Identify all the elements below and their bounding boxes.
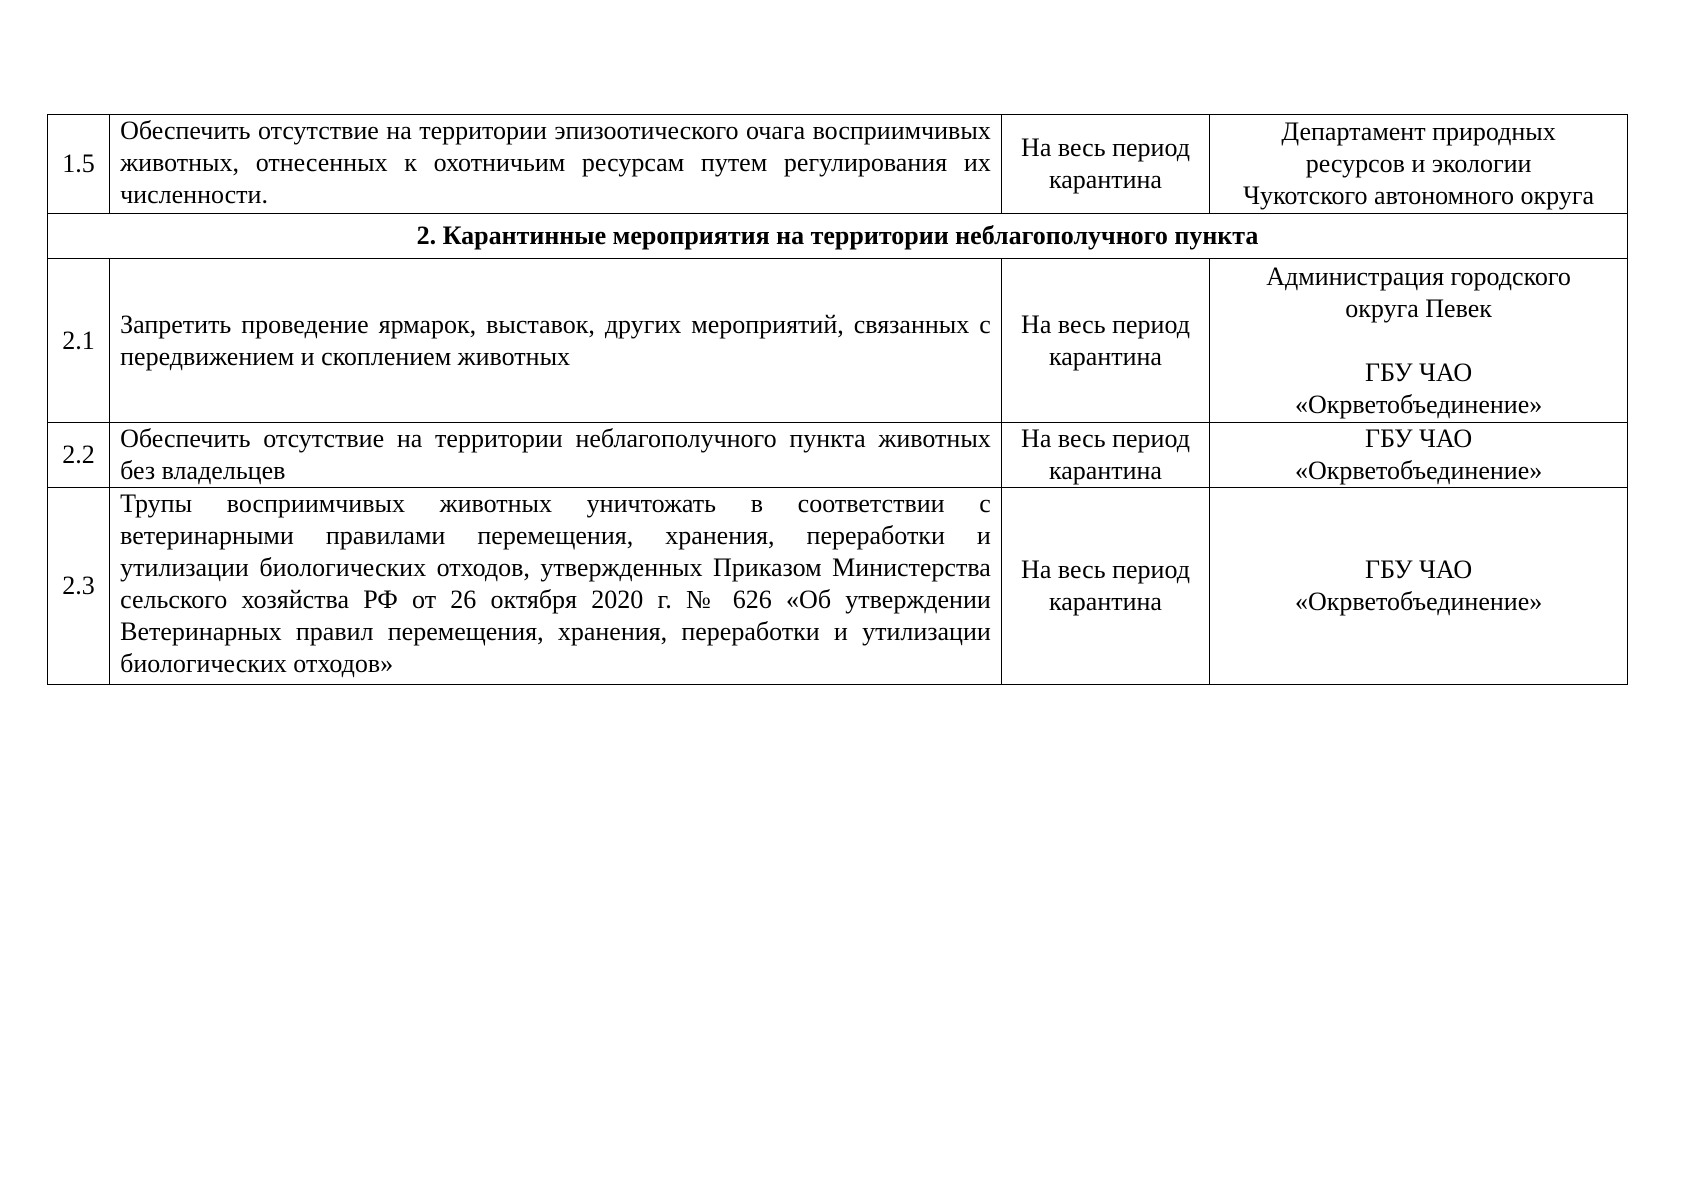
responsible-cell <box>1210 488 1628 685</box>
responsible-line: ГБУ ЧАО <box>1365 357 1473 387</box>
term-cell <box>1001 488 1209 685</box>
responsible-line: «Окрветобъединение» <box>1294 389 1543 419</box>
term-cell <box>1001 115 1209 214</box>
table-row <box>48 423 1628 488</box>
term-line: На весь период <box>1021 555 1190 584</box>
row-number: 2.3 <box>48 488 110 685</box>
responsible-spacer <box>1214 325 1623 357</box>
table-row <box>48 259 1628 423</box>
responsible-cell <box>1210 259 1628 423</box>
responsible-line: Администрация городского <box>1266 261 1571 291</box>
row-number: 2.1 <box>48 259 110 423</box>
measures-table <box>47 114 1628 685</box>
measure-text: Обеспечить отсутствие на территории эпизоотического очага восприимчивых животных, отнесенных к охотничьим ресурсам путем регулирования их численности. <box>110 115 1002 214</box>
measure-text: Трупы восприимчивых животных уничтожать в соответствии с ветеринарными правилами перемещения, хранения, переработки и утилизации биологических отходов, утвержденных Приказом Министерства сельского хозяйства РФ от 26 октября 2020 г. № 626 «Об утверждении Ветеринарных правил перемещения, хранения, переработки и утилизации биологических отходов» <box>110 488 1002 685</box>
measure-text: Обеспечить отсутствие на территории неблагополучного пункта животных без владельцев <box>110 423 1002 488</box>
responsible-line: ГБУ ЧАО <box>1365 555 1473 584</box>
term-line: На весь период <box>1021 424 1190 453</box>
term-line: карантина <box>1049 456 1162 485</box>
responsible-line: округа Певек <box>1345 293 1492 323</box>
responsible-line: Чукотского автономного округа <box>1243 181 1595 210</box>
table-row <box>48 488 1628 685</box>
responsible-line: ГБУ ЧАО <box>1365 424 1473 453</box>
section-title: 2. Карантинные мероприятия на территории неблагополучного пункта <box>48 214 1628 259</box>
table-row <box>48 115 1628 214</box>
responsible-line: «Окрветобъединение» <box>1294 456 1543 485</box>
responsible-line: «Окрветобъединение» <box>1294 587 1543 616</box>
responsible-line: ресурсов и экологии <box>1305 149 1532 178</box>
measure-text: Запретить проведение ярмарок, выставок, других мероприятий, связанных с передвижением и скоплением животных <box>110 259 1002 423</box>
row-number: 1.5 <box>48 115 110 214</box>
row-number: 2.2 <box>48 423 110 488</box>
section-heading-row <box>48 214 1628 259</box>
responsible-line: Департамент природных <box>1281 117 1556 146</box>
term-line: карантина <box>1049 587 1162 616</box>
term-line: карантина <box>1049 341 1162 371</box>
term-cell <box>1001 259 1209 423</box>
term-line: карантина <box>1049 165 1162 194</box>
term-cell <box>1001 423 1209 488</box>
term-line: На весь период <box>1021 309 1190 339</box>
responsible-cell <box>1210 115 1628 214</box>
term-line: На весь период <box>1021 133 1190 162</box>
responsible-cell <box>1210 423 1628 488</box>
